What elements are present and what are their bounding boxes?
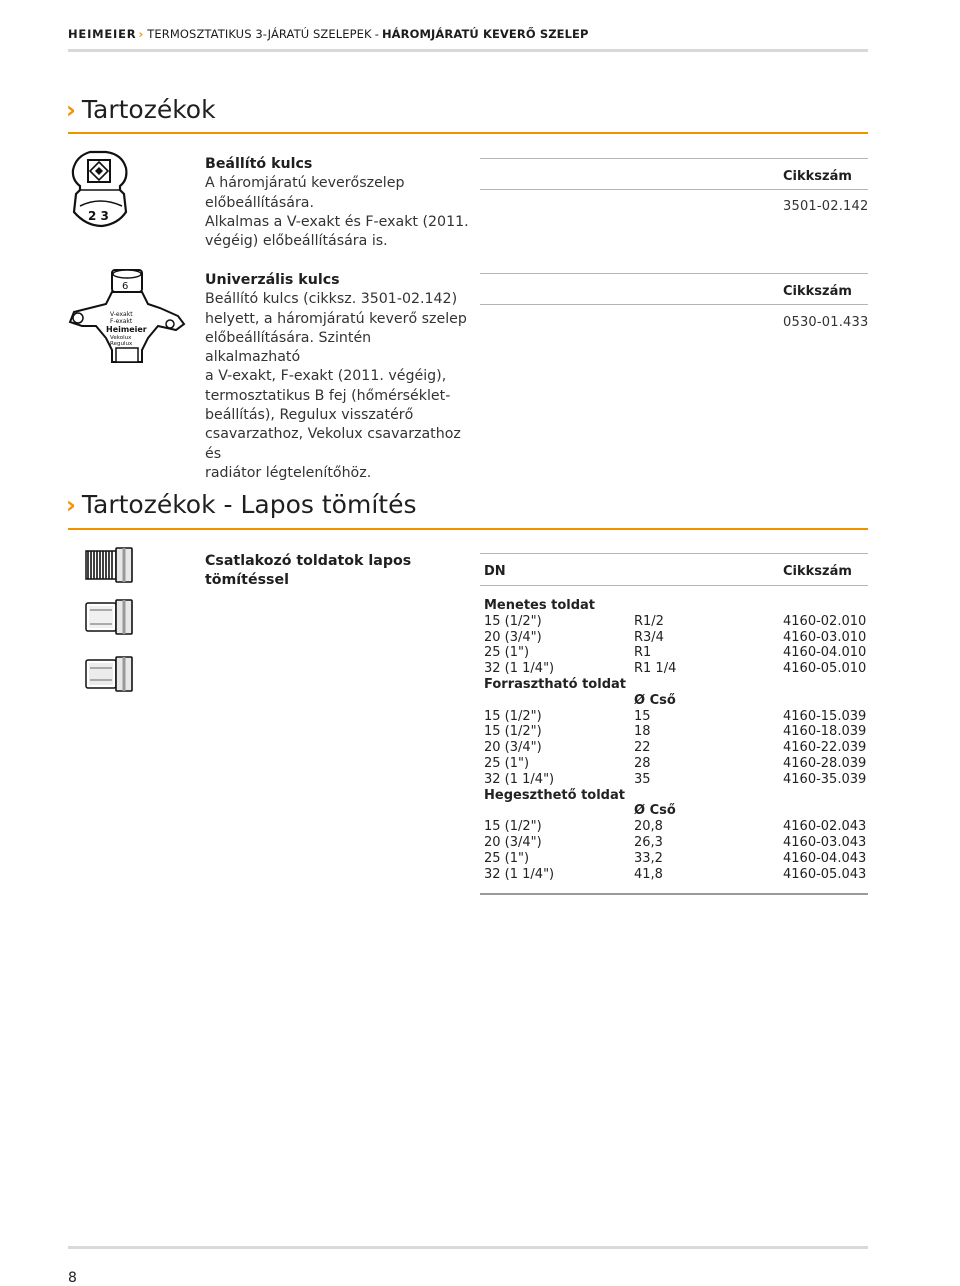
chevron-right-icon: › bbox=[138, 27, 144, 41]
cell-size: 33,2 bbox=[634, 850, 663, 866]
table-bottom-rule bbox=[480, 893, 868, 895]
universal-label-2: F-exakt bbox=[110, 318, 133, 325]
group-name: Forrasztható toldat bbox=[484, 676, 626, 692]
group-subheader bbox=[484, 803, 868, 819]
solder-connector-icon bbox=[84, 598, 134, 636]
cell-size: 18 bbox=[634, 724, 651, 740]
table-row bbox=[484, 851, 868, 867]
item-line: Beállító kulcs (cikksz. 3501-02.142) bbox=[205, 291, 458, 308]
cell-size: R3/4 bbox=[634, 629, 664, 645]
column-header-dn: DN bbox=[484, 564, 506, 579]
cell-dn: 25 (1") bbox=[484, 755, 530, 771]
item-line: előbeállítására. Szintén alkalmazható bbox=[205, 329, 372, 366]
item-heading: Beállító kulcs bbox=[205, 156, 313, 172]
table-row bbox=[484, 772, 868, 788]
code-label: Cikkszám bbox=[783, 284, 852, 299]
cell-dn: 15 (1/2") bbox=[484, 819, 542, 835]
table-row bbox=[484, 661, 868, 677]
header-part2: HÁROMJÁRATÚ KEVERŐ SZELEP bbox=[381, 27, 589, 41]
brand-name: HEIMEIER bbox=[68, 27, 137, 41]
cell-size: R1/2 bbox=[634, 613, 664, 629]
item-line: A háromjáratú keverőszelep bbox=[205, 175, 405, 192]
table-row bbox=[484, 740, 868, 756]
table-row bbox=[484, 835, 868, 851]
table-row bbox=[484, 819, 868, 835]
article-number: 0530-01.433 bbox=[783, 315, 869, 330]
chevron-right-icon: › bbox=[66, 491, 76, 519]
pipe-diameter-header: Ø Cső bbox=[634, 803, 676, 819]
universal-label-1: V-exakt bbox=[110, 311, 133, 318]
cell-size: R1 1/4 bbox=[634, 661, 677, 677]
cell-code: 4160-05.010 bbox=[783, 661, 867, 677]
cell-dn: 15 (1/2") bbox=[484, 708, 542, 724]
cell-code: 4160-28.039 bbox=[783, 755, 867, 771]
table-row bbox=[484, 630, 868, 646]
cell-size: 41,8 bbox=[634, 866, 663, 882]
section-title-text: Tartozékok bbox=[81, 95, 216, 124]
cell-size: 35 bbox=[634, 771, 651, 787]
header-rule bbox=[68, 49, 868, 52]
cell-code: 4160-03.043 bbox=[783, 834, 867, 850]
cell-size: 22 bbox=[634, 740, 651, 756]
article-number: 3501-02.142 bbox=[783, 199, 869, 214]
key-digits: 2 3 bbox=[88, 209, 109, 223]
cell-dn: 20 (3/4") bbox=[484, 629, 542, 645]
cell-code: 4160-18.039 bbox=[783, 724, 867, 740]
item-setting-key-description bbox=[205, 155, 470, 251]
item-line: helyett, a háromjáratú keverő szelep bbox=[205, 310, 467, 327]
header-separator: - bbox=[374, 27, 379, 41]
item-line: termosztatikus B fej (hőmérséklet- bbox=[205, 387, 451, 404]
cell-dn: 15 (1/2") bbox=[484, 724, 542, 740]
cell-code: 4160-05.043 bbox=[783, 866, 867, 882]
table-top-rule bbox=[480, 553, 868, 554]
universal-label-3: Vekolux bbox=[110, 335, 132, 341]
footer-rule bbox=[68, 1246, 868, 1249]
table-header-rule bbox=[480, 585, 868, 586]
running-header bbox=[68, 27, 589, 41]
column-header-code: Cikkszám bbox=[783, 564, 852, 579]
cell-code: 4160-04.010 bbox=[783, 645, 867, 661]
group-subheader bbox=[484, 693, 868, 709]
item-line: előbeállítására. bbox=[205, 194, 314, 211]
chevron-right-icon: › bbox=[66, 96, 76, 124]
item-heading: Univerzális kulcs bbox=[205, 272, 340, 288]
table-row bbox=[484, 645, 868, 661]
cell-code: 4160-03.010 bbox=[783, 629, 867, 645]
section-rule bbox=[68, 132, 868, 134]
group-header bbox=[484, 598, 868, 614]
cell-dn: 20 (3/4") bbox=[484, 834, 542, 850]
setting-key-icon bbox=[66, 150, 132, 230]
cell-size: 26,3 bbox=[634, 834, 663, 850]
item-universal-key-description bbox=[205, 271, 470, 483]
code-label: Cikkszám bbox=[783, 169, 852, 184]
cell-code: 4160-22.039 bbox=[783, 740, 867, 756]
cell-size: 15 bbox=[634, 708, 651, 724]
cell-size: 20,8 bbox=[634, 819, 663, 835]
item-line: végéig) előbeállítására is. bbox=[205, 233, 388, 250]
code-mid-rule bbox=[480, 304, 868, 305]
table-row bbox=[484, 867, 868, 883]
code-top-rule bbox=[480, 158, 868, 159]
cell-dn: 20 (3/4") bbox=[484, 740, 542, 756]
code-mid-rule bbox=[480, 189, 868, 190]
table-subtitle: Csatlakozó toldatok lapos tömítéssel bbox=[205, 553, 412, 589]
cell-dn: 32 (1 1/4") bbox=[484, 866, 555, 882]
group-header bbox=[484, 788, 868, 804]
weld-connector-icon bbox=[84, 655, 134, 693]
item-line: Alkalmas a V-exakt és F-exakt (2011. bbox=[205, 213, 469, 230]
cell-dn: 25 (1") bbox=[484, 645, 530, 661]
universal-label-4: Regulux bbox=[110, 341, 133, 347]
group-header bbox=[484, 677, 868, 693]
code-top-rule bbox=[480, 273, 868, 274]
section-rule bbox=[68, 528, 868, 530]
group-name: Hegeszthető toldat bbox=[484, 787, 625, 803]
cell-code: 4160-15.039 bbox=[783, 708, 867, 724]
item-line: beállítás), Regulux visszatérő bbox=[205, 407, 414, 424]
section-title-text: Tartozékok - Lapos tömítés bbox=[81, 490, 417, 519]
item-line: csavarzathoz, Vekolux csavarzathoz és bbox=[205, 426, 461, 462]
table-row bbox=[484, 709, 868, 725]
universal-brand: Heimeier bbox=[106, 325, 147, 334]
cell-code: 4160-04.043 bbox=[783, 850, 867, 866]
universal-key-icon bbox=[66, 268, 188, 366]
pipe-diameter-header: Ø Cső bbox=[634, 692, 676, 708]
header-part1: TERMOSZTATIKUS 3-JÁRATÚ SZELEPEK bbox=[147, 27, 372, 41]
cell-code: 4160-35.039 bbox=[783, 771, 867, 787]
section-title-accessories bbox=[66, 95, 216, 124]
cell-dn: 32 (1 1/4") bbox=[484, 771, 555, 787]
table-row bbox=[484, 724, 868, 740]
cell-size: 28 bbox=[634, 755, 651, 771]
threaded-connector-icon bbox=[84, 546, 134, 584]
page-number: 8 bbox=[68, 1270, 77, 1286]
universal-top-digit: 6 bbox=[122, 281, 129, 292]
item-line: a V-exakt, F-exakt (2011. végéig), bbox=[205, 368, 447, 385]
item-line: radiátor légtelenítőhöz. bbox=[205, 464, 372, 481]
group-name: Menetes toldat bbox=[484, 598, 596, 613]
cell-dn: 32 (1 1/4") bbox=[484, 661, 555, 677]
connector-table bbox=[484, 598, 868, 882]
table-row bbox=[484, 614, 868, 630]
section-title-flat-seal bbox=[66, 490, 417, 519]
cell-size: R1 bbox=[634, 645, 652, 661]
cell-code: 4160-02.010 bbox=[783, 613, 867, 629]
cell-code: 4160-02.043 bbox=[783, 819, 867, 835]
cell-dn: 25 (1") bbox=[484, 850, 530, 866]
table-row bbox=[484, 756, 868, 772]
cell-dn: 15 (1/2") bbox=[484, 613, 542, 629]
